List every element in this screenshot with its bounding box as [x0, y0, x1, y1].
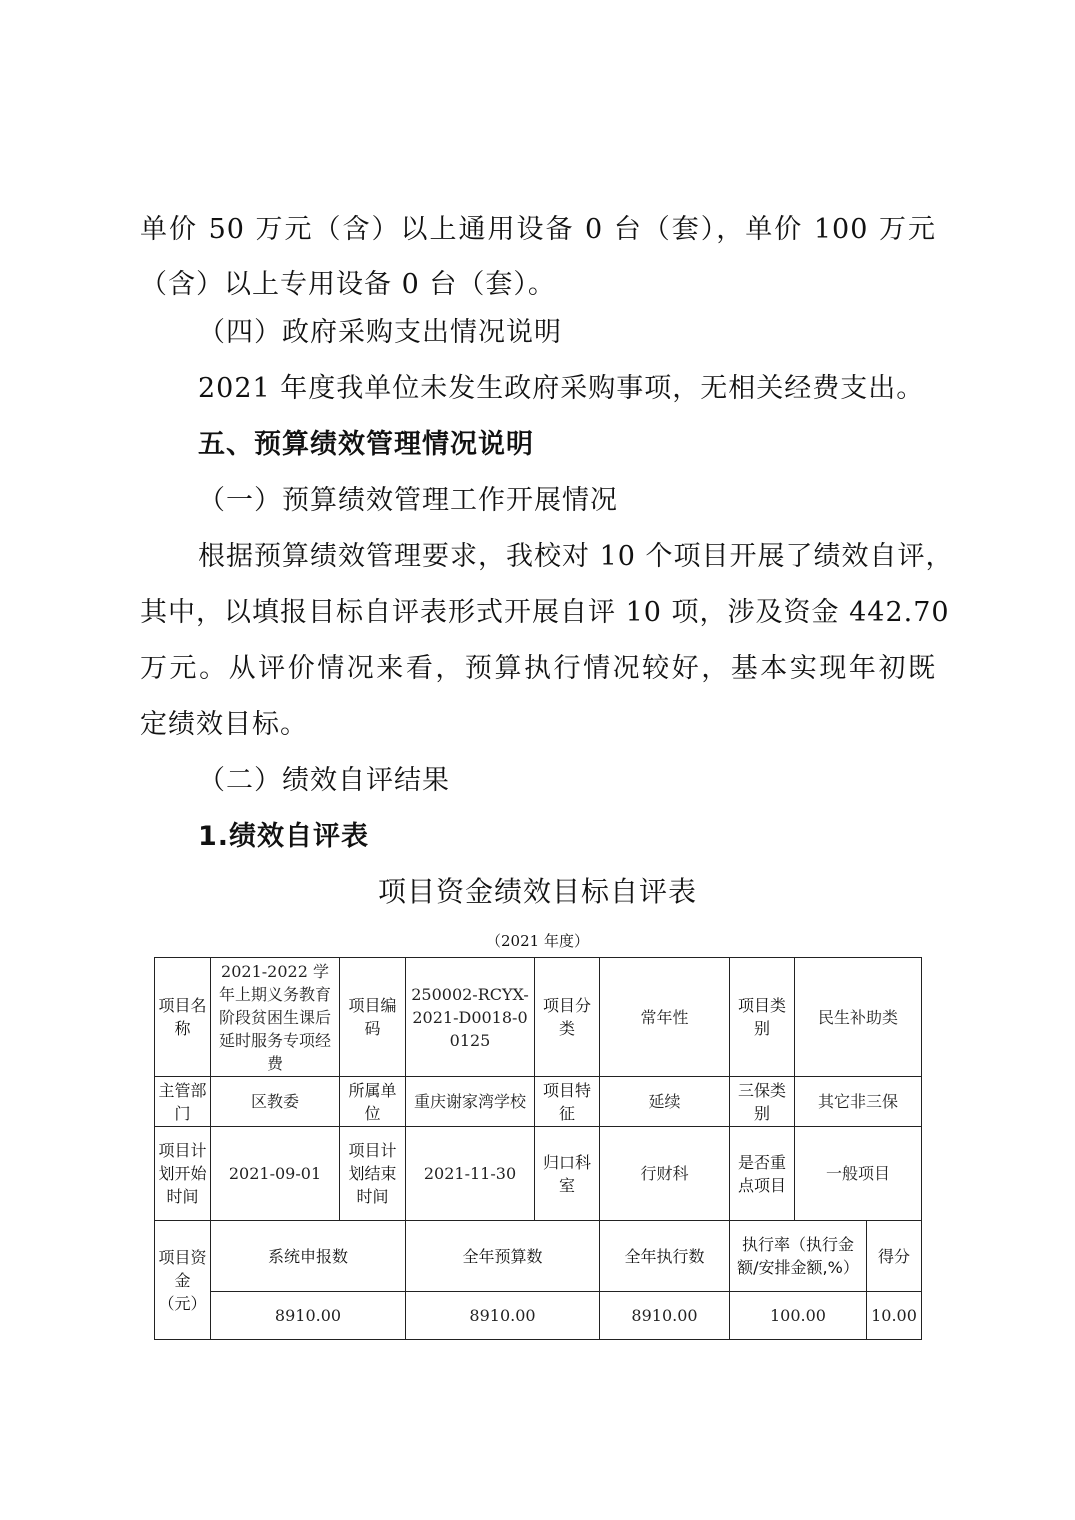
execution-rate-header: 执行率（执行金额/安排金额,%） — [730, 1221, 867, 1292]
unit-label: 所属单位 — [340, 1077, 406, 1127]
key-project-label: 是否重点项目 — [730, 1127, 795, 1221]
project-type-value: 民生补助类 — [795, 958, 922, 1077]
project-code-label: 项目编码 — [340, 958, 406, 1077]
body-line-2: （含）以上专用设备 0 台（套）。 — [140, 269, 556, 300]
start-time-value: 2021-09-01 — [211, 1127, 340, 1221]
para1-line-1: 根据预算绩效管理要求，我校对 10 个项目开展了绩效自评， — [198, 541, 954, 572]
annual-budget-header: 全年预算数 — [406, 1221, 600, 1292]
dept-value: 区教委 — [211, 1077, 340, 1127]
office-label: 归口科室 — [535, 1127, 600, 1221]
declared-amount-header: 系统申报数 — [211, 1221, 406, 1292]
evaluation-table — [154, 957, 922, 1340]
funds-label: 项目资金（元） — [155, 1221, 211, 1340]
para1-line-2: 其中，以填报目标自评表形式开展自评 10 项，涉及资金 442.70 — [140, 597, 950, 628]
execution-rate-value: 100.00 — [730, 1292, 867, 1340]
project-category-value: 常年性 — [600, 958, 730, 1077]
end-time-label: 项目计划结束时间 — [340, 1127, 406, 1221]
table-row-funds-values — [155, 1292, 922, 1340]
key-project-value: 一般项目 — [795, 1127, 922, 1221]
declared-amount-value: 8910.00 — [211, 1292, 406, 1340]
table-title: 项目资金绩效目标自评表 — [377, 875, 697, 908]
project-code-value: 250002-RCYX-2021-D0018-00125 — [406, 958, 535, 1077]
unit-value: 重庆谢家湾学校 — [406, 1077, 535, 1127]
body-line-1: 单价 50 万元（含）以上通用设备 0 台（套），单价 100 万元 — [140, 214, 936, 245]
heading-subsection-1: （一）预算绩效管理工作开展情况 — [198, 485, 618, 516]
para1-line-3: 万元。从评价情况来看，预算执行情况较好，基本实现年初既 — [140, 653, 936, 684]
table-row-funds-header — [155, 1221, 922, 1292]
score-value: 10.00 — [867, 1292, 922, 1340]
para-gov-procurement: 2021 年度我单位未发生政府采购事项，无相关经费支出。 — [198, 373, 925, 404]
table-row-schedule — [155, 1127, 922, 1221]
table-row-department — [155, 1077, 922, 1127]
guarantee-value: 其它非三保 — [795, 1077, 922, 1127]
annual-executed-value: 8910.00 — [600, 1292, 730, 1340]
table-subtitle: （2021 年度） — [486, 932, 589, 950]
dept-label: 主管部门 — [155, 1077, 211, 1127]
project-type-label: 项目类别 — [730, 958, 795, 1077]
end-time-value: 2021-11-30 — [406, 1127, 535, 1221]
annual-executed-header: 全年执行数 — [600, 1221, 730, 1292]
annual-budget-value: 8910.00 — [406, 1292, 600, 1340]
heading-subsection-2: （二）绩效自评结果 — [198, 765, 450, 796]
feature-value: 延续 — [600, 1077, 730, 1127]
office-value: 行财科 — [600, 1127, 730, 1221]
start-time-label: 项目计划开始时间 — [155, 1127, 211, 1221]
heading-table-1: 1.绩效自评表 — [198, 821, 370, 852]
heading-gov-procurement: （四）政府采购支出情况说明 — [198, 317, 562, 348]
feature-label: 项目特征 — [535, 1077, 600, 1127]
project-name-value: 2021-2022 学年上期义务教育阶段贫困生课后延时服务专项经费 — [211, 958, 340, 1077]
project-category-label: 项目分类 — [535, 958, 600, 1077]
score-header: 得分 — [867, 1221, 922, 1292]
para1-line-4: 定绩效目标。 — [140, 709, 308, 740]
table-row-project-info — [155, 958, 922, 1077]
project-name-label: 项目名称 — [155, 958, 211, 1077]
guarantee-label: 三保类别 — [730, 1077, 795, 1127]
heading-section-5: 五、预算绩效管理情况说明 — [198, 429, 534, 460]
